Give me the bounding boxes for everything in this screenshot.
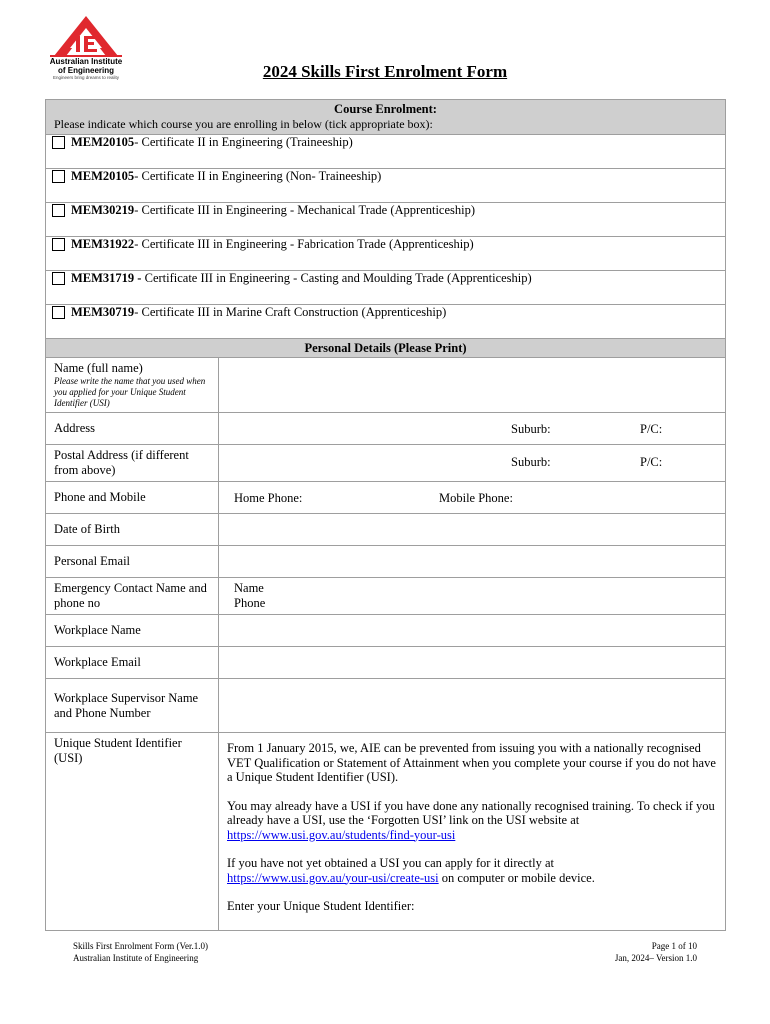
- emergency-label: Emergency Contact Name and phone no: [46, 578, 219, 615]
- course-checkbox[interactable]: [52, 306, 65, 319]
- workplace-email-field[interactable]: [219, 647, 726, 679]
- workplace-name-field[interactable]: [219, 615, 726, 647]
- usi-paragraph-2-text: You may already have a USI if you have done any nationally recognised training. To check if you already have a USI, use the ‘Forgotten USI’ link on the USI website at: [227, 798, 715, 827]
- home-phone-label: Home Phone:: [234, 491, 303, 505]
- postal-row: [46, 445, 726, 482]
- usi-paragraph-3-end: on computer or mobile device.: [438, 870, 595, 885]
- course-name: - Certificate II in Engineering (Traineeship): [134, 135, 353, 149]
- personal-section-heading: Personal Details (Please Print): [46, 339, 726, 358]
- phone-label: Phone and Mobile: [46, 482, 219, 514]
- supervisor-row: [46, 679, 726, 733]
- course-code: MEM20105: [71, 169, 135, 183]
- enrolment-form-table: [45, 99, 726, 931]
- emergency-phone-label: Phone: [234, 596, 266, 610]
- logo-tagline: Engineers bring dreams to reality: [52, 75, 120, 80]
- supervisor-field[interactable]: [219, 679, 726, 733]
- course-section-instruction: Please indicate which course you are enrolling in below (tick appropriate box):: [54, 117, 433, 131]
- course-row[interactable]: [46, 135, 726, 169]
- postal-label: Postal Address (if different from above): [46, 445, 219, 482]
- address-row: [46, 413, 726, 445]
- footer-date-version: Jan, 2024– Version 1.0: [614, 953, 697, 963]
- course-row[interactable]: [46, 271, 726, 305]
- emergency-name-label: Name: [234, 581, 264, 595]
- course-checkbox[interactable]: [52, 136, 65, 149]
- name-label-cell: [46, 358, 219, 413]
- usi-paragraph-3-text: If you have not yet obtained a USI you can apply for it directly at: [227, 856, 554, 870]
- usi-paragraph-1: From 1 January 2015, we, AIE can be prevented from issuing you with a nationally recognised VET Qualification or Statement of Attainment when you complete your course if you do not have a Unique Student Identifier (USI).: [227, 741, 716, 784]
- workplace-name-row: [46, 615, 726, 647]
- dob-label: Date of Birth: [46, 514, 219, 546]
- workplace-email-label: Workplace Email: [46, 647, 219, 679]
- course-name: Certificate III in Engineering - Casting and Moulding Trade (Apprenticeship): [141, 271, 532, 285]
- logo-name: Australian Institute of Engineering: [49, 57, 123, 75]
- course-row[interactable]: [46, 305, 726, 339]
- course-code: MEM31922: [71, 237, 135, 251]
- workplace-name-label: Workplace Name: [46, 615, 219, 647]
- usi-enter-label: Enter your Unique Student Identifier:: [227, 899, 415, 913]
- course-name: - Certificate III in Engineering - Fabrication Trade (Apprenticeship): [134, 237, 474, 251]
- page-title: 2024 Skills First Enrolment Form: [262, 62, 508, 81]
- personal-section-header: [46, 339, 726, 358]
- footer-org: Australian Institute of Engineering: [73, 953, 199, 963]
- workplace-email-row: [46, 647, 726, 679]
- find-usi-link[interactable]: https://www.usi.gov.au/students/find-your-usi: [227, 827, 456, 842]
- course-checkbox[interactable]: [52, 204, 65, 217]
- emergency-field[interactable]: [219, 578, 726, 615]
- course-code: MEM30219: [71, 203, 135, 217]
- course-checkbox[interactable]: [52, 272, 65, 285]
- name-field[interactable]: [219, 358, 726, 413]
- postal-pc-label: P/C:: [640, 455, 663, 469]
- dob-row: [46, 514, 726, 546]
- course-section-heading: Course Enrolment:: [334, 102, 437, 116]
- course-code: MEM30719: [71, 305, 135, 319]
- address-pc-label: P/C:: [640, 422, 663, 436]
- course-checkbox[interactable]: [52, 238, 65, 251]
- email-field[interactable]: [219, 546, 726, 578]
- phone-field[interactable]: [219, 482, 726, 514]
- footer-page-number: Page 1 of 10: [651, 941, 697, 951]
- postal-suburb-label: Suburb:: [511, 455, 551, 469]
- emergency-row: [46, 578, 726, 615]
- address-field[interactable]: [219, 413, 726, 445]
- footer-form-version: Skills First Enrolment Form (Ver.1.0): [73, 941, 208, 951]
- usi-field[interactable]: [219, 733, 726, 931]
- course-name: - Certificate III in Marine Craft Construction (Apprenticeship): [134, 305, 447, 319]
- course-name: - Certificate III in Engineering - Mechanical Trade (Apprenticeship): [134, 203, 476, 217]
- mobile-phone-label: Mobile Phone:: [439, 491, 513, 505]
- name-hint: Please write the name that you used when you applied for your Unique Student Identifier (USI): [54, 376, 206, 408]
- name-row: [46, 358, 726, 413]
- footer-right: [615, 940, 697, 964]
- usi-row: [46, 733, 726, 931]
- address-label: Address: [46, 413, 219, 445]
- dob-field[interactable]: [219, 514, 726, 546]
- course-code: MEM20105: [71, 135, 135, 149]
- email-row: [46, 546, 726, 578]
- course-row[interactable]: [46, 169, 726, 203]
- course-section-header: [46, 100, 726, 135]
- create-usi-link[interactable]: https://www.usi.gov.au/your-usi/create-usi: [227, 870, 439, 885]
- course-code: MEM31719 -: [71, 271, 142, 285]
- course-row[interactable]: [46, 203, 726, 237]
- email-label: Personal Email: [46, 546, 219, 578]
- course-name: - Certificate II in Engineering (Non- Traineeship): [134, 169, 382, 183]
- name-label: Name (full name): [54, 361, 143, 375]
- supervisor-label: Workplace Supervisor Name and Phone Number: [46, 679, 219, 733]
- course-row[interactable]: [46, 237, 726, 271]
- aie-logo-mark: [46, 14, 126, 58]
- postal-field[interactable]: [219, 445, 726, 482]
- usi-paragraph-3: [227, 856, 717, 885]
- footer-left: [73, 940, 208, 964]
- usi-label: Unique Student Identifier (USI): [46, 733, 219, 931]
- address-suburb-label: Suburb:: [511, 422, 551, 436]
- phone-row: [46, 482, 726, 514]
- course-checkbox[interactable]: [52, 170, 65, 183]
- usi-paragraph-2: [227, 799, 717, 843]
